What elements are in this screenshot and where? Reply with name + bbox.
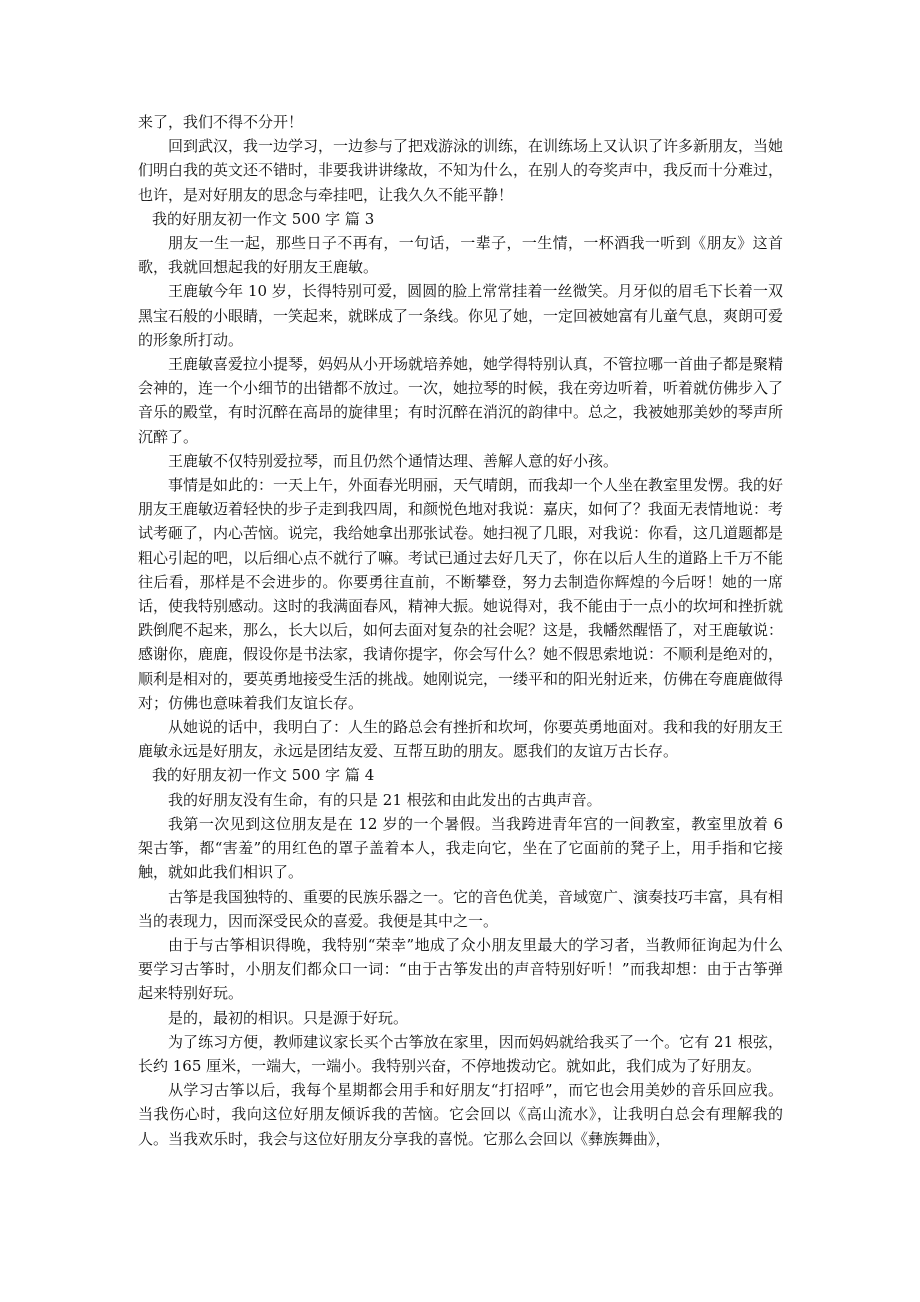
paragraph: 回到武汉，我一边学习，一边参与了把戏游泳的训练，在训练场上又认识了许多新朋友，当她们明白我的英文还不错时，非要我讲讲缘故，不知为什么，在别人的夸奖声中，我反而十分难过，也许，是对好朋友的思念与牵挂吧，让我久久不能平静！	[138, 137, 784, 204]
document-body	[138, 110, 783, 1151]
section-heading: 我的好朋友初一作文 500 字 篇 4	[152, 766, 375, 785]
paragraph: 古筝是我国独特的、重要的民族乐器之一。它的音色优美，音域宽广、演奏技巧丰富，具有相当的表现力，因而深受民众的喜爱。我便是其中之一。	[138, 887, 784, 930]
paragraph: 由于与古筝相识得晚，我特别“荣幸”地成了众小朋友里最大的学习者，当教师征询起为什么要学习古筝时，小朋友们都众口一词：“由于古筝发出的声音特别好听！”而我却想：由于古筝弹起来特别好玩。	[138, 935, 783, 1003]
paragraph: 从她说的话中，我明白了：人生的路总会有挫折和坎坷，你要英勇地面对。我和我的好朋友王鹿敏永远是好朋友，永远是团结友爱、互帮互助的朋友。愿我们的友谊万古长存。	[138, 718, 784, 761]
paragraph: 我的好朋友没有生命，有的只是 21 根弦和由此发出的古典声音。	[168, 790, 602, 809]
paragraph: 从学习古筝以后，我每个星期都会用手和好朋友“打招呼”，而它也会用美妙的音乐回应我。当我伤心时，我向这位好朋友倾诉我的苦恼。它会回以《高山流水》，让我明白总会有理解我的人。当我欢乐时，我会与这位好朋友分享我的喜悦。它那么会回以《彝族舞曲》，	[138, 1081, 783, 1148]
paragraph: 王鹿敏不仅特别爱拉琴，而且仍然个通情达理、善解人意的好小孩。	[168, 451, 619, 470]
paragraph: 我第一次见到这位朋友是在 12 岁的一个暑假。当我跨进青年宫的一间教室，教室里放着 6 架古筝，都“害羞”的用红色的罩子盖着本人，我走向它，坐在了它面前的凳子上，用手指和它接触，就如此我们相识了。	[138, 814, 783, 882]
paragraph: 朋友一生一起，那些日子不再有，一句话，一辈子，一生情，一杯酒我一听到《朋友》这首歌，我就回想起我的好朋友王鹿敏。	[138, 234, 783, 277]
paragraph: 王鹿敏喜爱拉小提琴，妈妈从小开场就培养她，她学得特别认真，不管拉哪一首曲子都是聚精会神的，连一个小细节的出错都不放过。一次，她拉琴的时候，我在旁边听着，听着就仿佛步入了音乐的殿堂，有时沉醉在高昂的旋律里；有时沉醉在消沉的韵律中。总之，我被她那美妙的琴声所沉醉了。	[138, 355, 784, 446]
paragraph: 王鹿敏今年 10 岁，长得特别可爱，圆圆的脸上常常挂着一丝微笑。月牙似的眉毛下长着一双黑宝石般的小眼睛，一笑起来，就眯成了一条线。你见了她，一定回被她富有儿童气息，爽朗可爱的形象所打动。	[138, 282, 784, 349]
paragraph: 来了，我们不得不分开！	[138, 113, 304, 131]
paragraph: 是的，最初的相识。只是源于好玩。	[168, 1008, 409, 1027]
paragraph: 事情是如此的：一天上午，外面春光明丽，天气晴朗，而我却一个人坐在教室里发愣。我的好朋友王鹿敏迈着轻快的步子走到我四周，和颜悦色地对我说：嘉庆，如何了？我面无表情地说：考试考砸了，内心苦恼。说完，我给她拿出那张试卷。她扫视了几眼，对我说：你看，这几道题都是粗心引起的吧，以后细心点不就行了嘛。考试已通过去好几天了，你在以后人生的道路上千万不能往后看，那样是不会进步的。你要勇往直前，不断攀登，努力去制造你辉煌的今后呀！她的一席话，使我特别感动。这时的我满面春风，精神大振。她说得对，我不能由于一点小的坎坷和挫折就跌倒爬不起来，那么，长大以后，如何去面对复杂的社会呢？这是，我幡然醒悟了，对王鹿敏说：感谢你，鹿鹿，假设你是书法家，我请你提字，你会写什么？她不假思索地说：不顺利是绝对的，顺利是相对的，要英勇地接受生活的挑战。她刚说完，一缕平和的阳光射近来，仿佛在夸鹿鹿做得对；仿佛也意味着我们友谊长存。	[138, 476, 784, 712]
section-heading: 我的好朋友初一作文 500 字 篇 3	[152, 209, 375, 228]
paragraph: 为了练习方便，教师建议家长买个古筝放在家里，因而妈妈就给我买了一个。它有 21 根弦，长约 165 厘米，一端大，一端小。我特别兴奋，不停地拨动它。就如此，我们成为了好朋友。	[138, 1032, 783, 1075]
